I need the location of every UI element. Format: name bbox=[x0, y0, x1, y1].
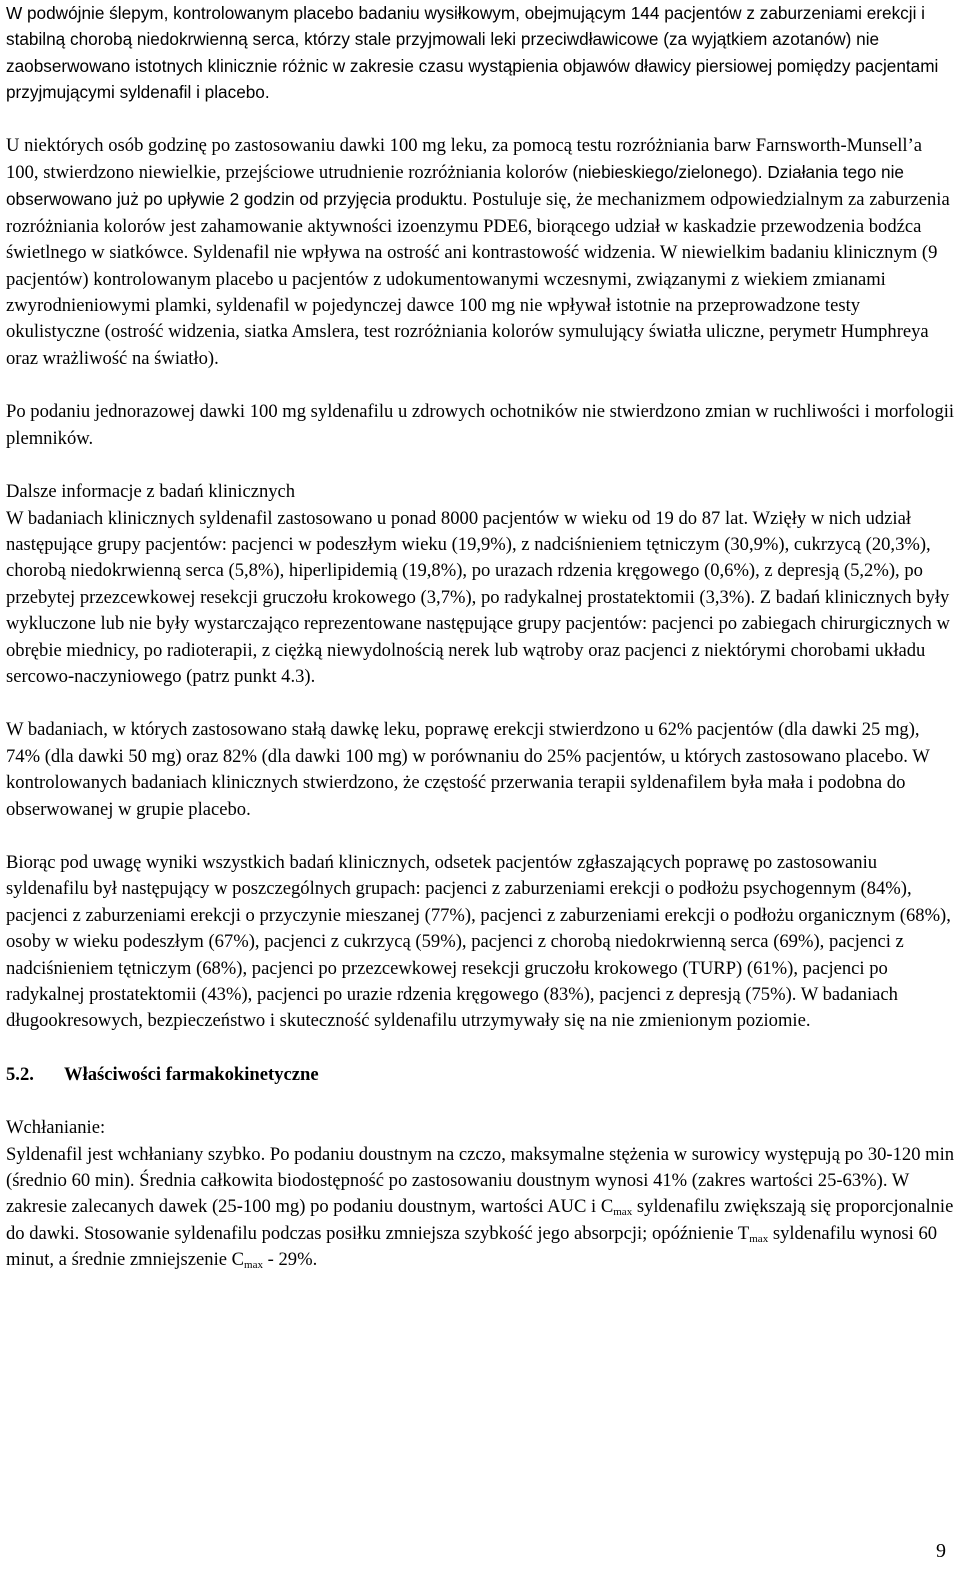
cmax-subscript-2: max bbox=[244, 1259, 263, 1272]
paragraph-color-vision bbox=[6, 133, 956, 373]
tmax-subscript: max bbox=[749, 1232, 769, 1245]
page-number: 9 bbox=[936, 1540, 946, 1562]
document-page bbox=[6, 0, 956, 1274]
absorption-text-2: syldenafilu zwiększają się proporcjonalnie do dawki. Stosowanie syldenafilu podczas posiłku zmniejsza szybkość jego absorpcji; opóźnienie T bbox=[6, 1196, 954, 1244]
absorption-text-3: syldenafilu wynosi 60 minut, a średnie zmniejszenie C bbox=[6, 1222, 938, 1271]
color-vision-text-2: (niebieskiego/zielonego). Działania tego nie obserwowano już po upływie 2 godzin od przyjęcia produktu. bbox=[6, 162, 904, 210]
paragraph-sperm: Po podaniu jednorazowej dawki 100 mg syldenafilu u zdrowych ochotników nie stwierdzono zmian w ruchliwości i morfologii plemników. bbox=[6, 401, 955, 449]
section-number: 5.2. bbox=[6, 1063, 34, 1085]
paragraph-all-studies: Biorąc pod uwagę wyniki wszystkich badań klinicznych, odsetek pacjentów zgłaszających poprawę po zastosowaniu syldenafilu był następujący w poszczególnych grupach: pacjenci z zaburzeniami erekcji o podłożu psychogennym (84%), pacjenci z zaburzeniami erekcji o przyczynie mieszanej (77%), pacjenci z zaburzeniami erekcji o podłożu organicznym (68%), osoby w wieku podeszłym (67%), pacjenci z cukrzycą (59%), pacjenci z chorobą niedokrwienną serca (69%), pacjenci z nadciśnieniem tętniczym (68%), pacjenci po przezcewkowej resekcji gruczołu krokowego (TURP) (61%), pacjenci po radykalnej prostatektomii (43%), pacjenci po urazie rdzenia kręgowego (83%), pacjenci z depresją (75%). W badaniach długookresowych, bezpieczeństwo i skuteczność syldenafilu utrzymywały się na nie zmienionym poziomie. bbox=[6, 851, 951, 1032]
paragraph-exercise-study: W podwójnie ślepym, kontrolowanym placebo badaniu wysiłkowym, obejmującym 144 pacjentów z zaburzeniami erekcji i stabilną chorobą niedokrwienną serca, którzy stale przyjmowali leki przeciwdławicowe (za wyjątkiem azotanów) nie zaobserwowano istotnych klinicznie różnic w zakresie czasu wystąpienia objawów dławicy piersiowej pomiędzy pacjentami przyjmującymi syldenafil i placebo. bbox=[6, 3, 939, 103]
subheading-further-info: Dalsze informacje z badań klinicznych bbox=[6, 481, 296, 503]
paragraph-absorption bbox=[6, 1142, 956, 1274]
absorption-label: Wchłanianie: bbox=[6, 1117, 106, 1139]
color-vision-text-1: U niektórych osób godzinę po zastosowaniu dawki 100 mg leku, za pomocą testu rozróżniania barw Farnsworth-Munsell’a 100, stwierdzono niewielkie, przejściowe utrudnienie rozróżniania kolorów bbox=[6, 134, 923, 184]
paragraph-erection-improvement: W badaniach, w których zastosowano stałą dawkę leku, poprawę erekcji stwierdzono u 62% pacjentów (dla dawki 25 mg), 74% (dla dawki 50 mg) oraz 82% (dla dawki 100 mg) w porównaniu do 25% pacjentów, u których zastosowano placebo. W kontrolowanych badaniach klinicznych stwierdzono, że częstość przerwania terapii syldenafilem była mała i podobna do obserwowanej w grupie placebo. bbox=[6, 719, 930, 820]
absorption-text-4: - 29%. bbox=[263, 1249, 318, 1271]
absorption-text-1: Syldenafil jest wchłaniany szybko. Po podaniu doustnym na czczo, maksymalne stężenia w surowicy występują po 30-120 min (średnio 60 min). Średnia całkowita biodostępność po zastosowaniu doustnym wynosi 41% (zakres wartości 25-63%). W zakresie zalecanych dawek (25-100 mg) po podaniu doustnym, wartości AUC i C bbox=[6, 1143, 955, 1218]
color-vision-text-3: Postuluje się, że mechanizmem odpowiedzialnym za zaburzenia rozróżniania kolorów jest zahamowanie aktywności izoenzymu PDE6, biorącego udział w kaskadzie przewodzenia bodźca świetlnego w siatkówce. Syldenafil nie wpływa na ostrość ani kontrastowość widzenia. W niewielkim badaniu klinicznym (9 pacjentów) kontrolowanym placebo u pacjentów z udokumentowanymi wczesnymi, związanymi z wiekiem zmianami zwyrodnieniowymi plamki, syldenafil w pojedynczej dawce 100 mg nie wpływał istotnie na przeprowadzone testy okulistyczne (ostrość widzenia, siatka Amslera, test rozróżniania kolorów symulujący światła uliczne, perymetr Humphreya oraz wrażliwość na światło). bbox=[6, 189, 950, 369]
section-title: Właściwości farmakokinetyczne bbox=[64, 1063, 319, 1085]
section-heading bbox=[6, 1062, 956, 1088]
cmax-subscript: max bbox=[613, 1206, 633, 1219]
paragraph-clinical-groups: W badaniach klinicznych syldenafil zastosowano u ponad 8000 pacjentów w wieku od 19 do 87 lat. Wzięły w nich udział następujące grupy pacjentów: pacjenci w podeszłym wieku (19,9%), z nadciśnieniem tętniczym (30,9%), cukrzycą (20,3%), chorobą niedokrwienną serca (5,8%), hiperlipidemią (19,8%), po urazach rdzenia kręgowego (0,6%), z depresją (5,2%), po przebytej przezcewkowej resekcji gruczołu krokowego (3,7%), po radykalnej prostatektomii (3,3%). Z badań klinicznych były wykluczone lub nie były wystarczająco reprezentowane następujące grupy pacjentów: pacjenci po zabiegach chirurgicznych w obrębie miednicy, po radioterapii, z ciężką niewydolnością nerek lub wątroby oraz pacjenci z niektórymi chorobami układu sercowo-naczyniowego (patrz punkt 4.3). bbox=[6, 507, 950, 687]
